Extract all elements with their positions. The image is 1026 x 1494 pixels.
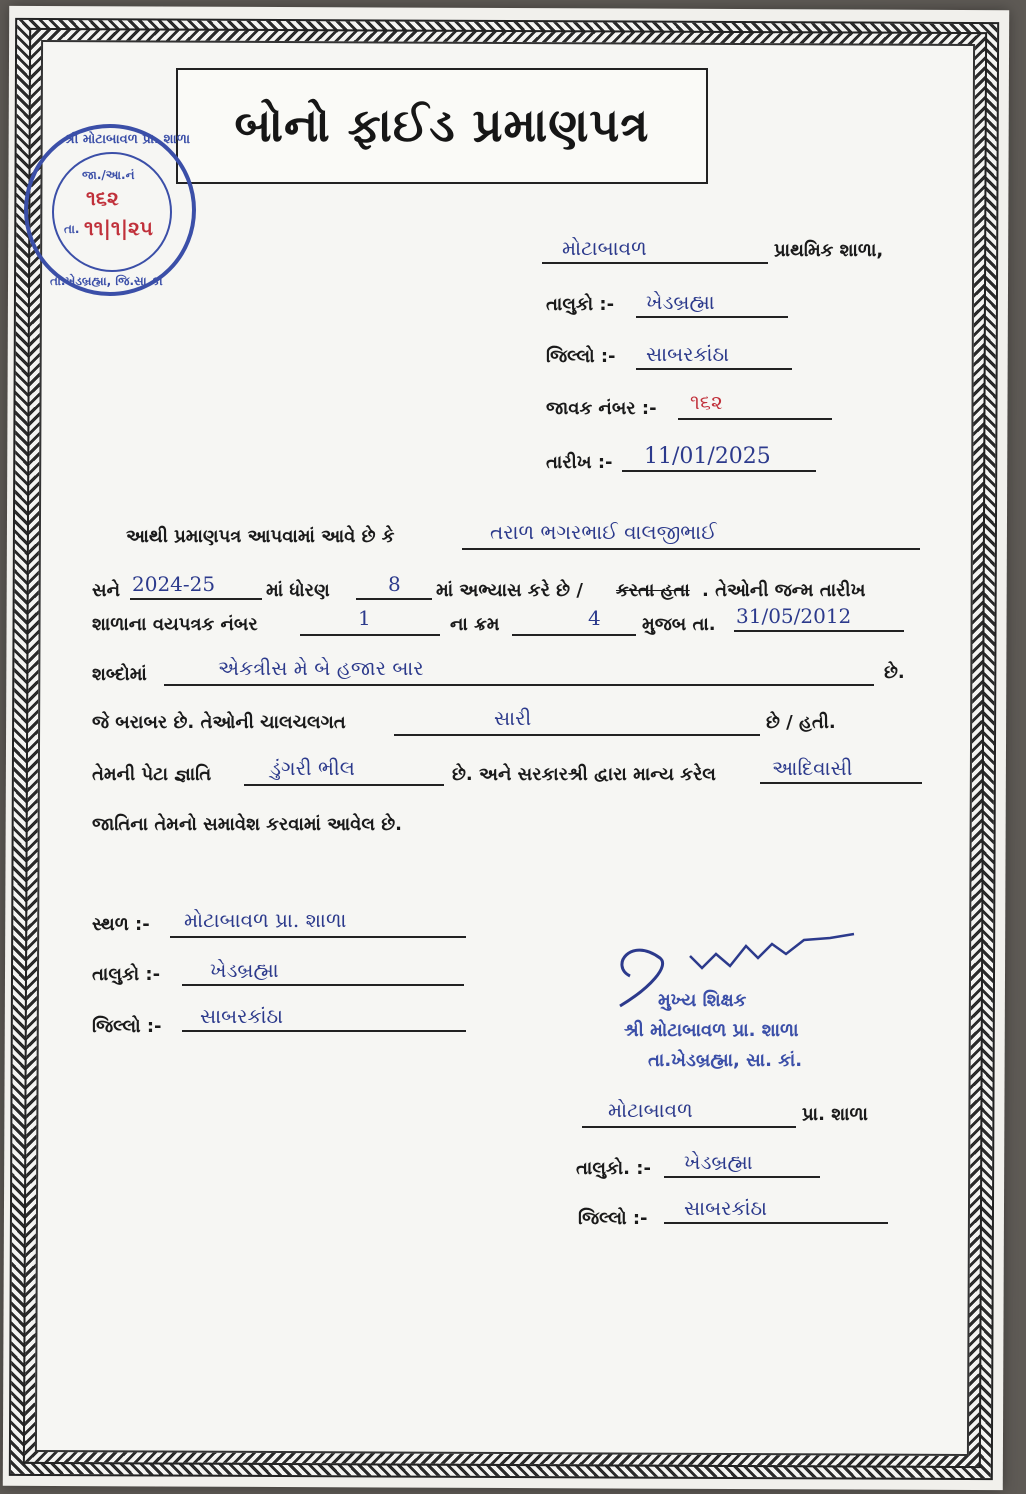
header-outward-value: ૧૬૨ — [690, 390, 723, 414]
words-end: છે. — [884, 662, 905, 683]
certificate-title: બોનો ફાઈડ પ્રમાણપત્ર — [234, 98, 650, 152]
serial-value: 4 — [588, 606, 601, 630]
stamp-number-value: ૧૬૨ — [86, 186, 119, 210]
header-taluka-label: તાલુકો :- — [546, 294, 615, 315]
header-district-label: જિલ્લો :- — [546, 346, 616, 367]
std-value: 8 — [388, 572, 401, 596]
school-stamp — [24, 124, 196, 296]
student-name: તરાળ ભગરભાઈ વાલજીભાઈ — [490, 520, 717, 544]
caste-label: તેમની પેટા જ્ઞાતિ — [92, 764, 212, 785]
footer-right-district-label: જિલ્લો :- — [578, 1208, 648, 1229]
conduct-end: છે / હતી. — [766, 712, 836, 733]
stamp-number-label: જા./આ.નં — [82, 168, 135, 182]
stamp-date-value: ૧૧|૧|૨૫ — [84, 216, 153, 240]
footer-right-school-suffix: પ્રા. શાળા — [802, 1104, 868, 1125]
signature-school: શ્રી મોટાબાવળ પ્રા. શાળા — [624, 1020, 799, 1041]
studying-text: માં અભ્યાસ કરે છે / — [436, 580, 583, 601]
category-value: આદિવાસી — [772, 756, 853, 780]
serial-label: ના ક્રમ — [450, 614, 500, 635]
struck-text: કરતા હતા — [616, 580, 690, 601]
stamp-date-label: તા. — [64, 222, 80, 236]
header-date-label: તારીખ :- — [546, 452, 613, 473]
register-value: 1 — [358, 606, 371, 630]
title-box — [176, 68, 708, 184]
caste-end: જાતિના તેમનો સમાવેશ કરવામાં આવેલ છે. — [92, 814, 402, 835]
header-date-value: 11/01/2025 — [644, 444, 771, 469]
footer-district-value: સાબરકાંઠા — [200, 1004, 284, 1028]
year-value: 2024-25 — [132, 572, 216, 596]
register-label: શાળાના વયપત્રક નંબર — [92, 614, 258, 635]
footer-right-school-value: મોટાબાવળ — [608, 1098, 693, 1122]
footer-place-label: સ્થળ :- — [92, 914, 150, 935]
words-value: એકત્રીસ મે બે હજાર બાર — [218, 656, 424, 680]
year-prefix: સને — [92, 580, 120, 601]
footer-right-taluka-value: ખેડબ્રહ્મા — [684, 1150, 753, 1174]
header-district-value: સાબરકાંઠા — [646, 342, 730, 366]
dob-intro: . તેઓની જન્મ તારીખ — [702, 580, 866, 601]
std-label: માં ધોરણ — [266, 580, 330, 601]
conduct-label: જે બરાબર છે. તેઓની ચાલચલગત — [92, 712, 346, 733]
footer-district-label: જિલ્લો :- — [92, 1016, 162, 1037]
header-school-value: મોટાબાવળ — [562, 236, 647, 260]
header-outward-label: જાવક નંબર :- — [546, 398, 657, 419]
footer-taluka-label: તાલુકો :- — [92, 964, 161, 985]
caste-value: ડુંગરી ભીલ — [270, 756, 355, 780]
footer-right-district-value: સાબરકાંઠા — [684, 1196, 768, 1220]
signature-role: મુખ્ય શિક્ષક — [658, 990, 747, 1011]
as-per-text: મુજબ તા. — [642, 614, 716, 635]
intro-text: આથી પ્રમાણપત્ર આપવામાં આવે છે કે — [126, 526, 395, 547]
caste-mid: છે. અને સરકારશ્રી દ્વારા માન્ય કરેલ — [452, 764, 716, 785]
footer-right-taluka-label: તાલુકો. :- — [576, 1158, 651, 1179]
conduct-value: સારી — [494, 706, 532, 730]
words-label: શબ્દોમાં — [92, 664, 147, 685]
header-taluka-value: ખેડબ્રહ્મા — [646, 290, 715, 314]
stamp-taluka-text: તા.ખેડબ્રહ્મા, જિ.સા.કાં — [50, 274, 163, 288]
signature-place: તા.ખેડબ્રહ્મા, સા. કાં. — [648, 1050, 803, 1071]
stamp-school-text: શ્રી મોટાબાવળ પ્રા. શાળા — [64, 132, 191, 147]
dob-value: 31/05/2012 — [736, 604, 852, 628]
header-school-suffix: પ્રાથમિક શાળા, — [774, 240, 884, 261]
footer-place-value: મોટાબાવળ પ્રા. શાળા — [184, 908, 347, 932]
footer-taluka-value: ખેડબ્રહ્મા — [210, 958, 279, 982]
